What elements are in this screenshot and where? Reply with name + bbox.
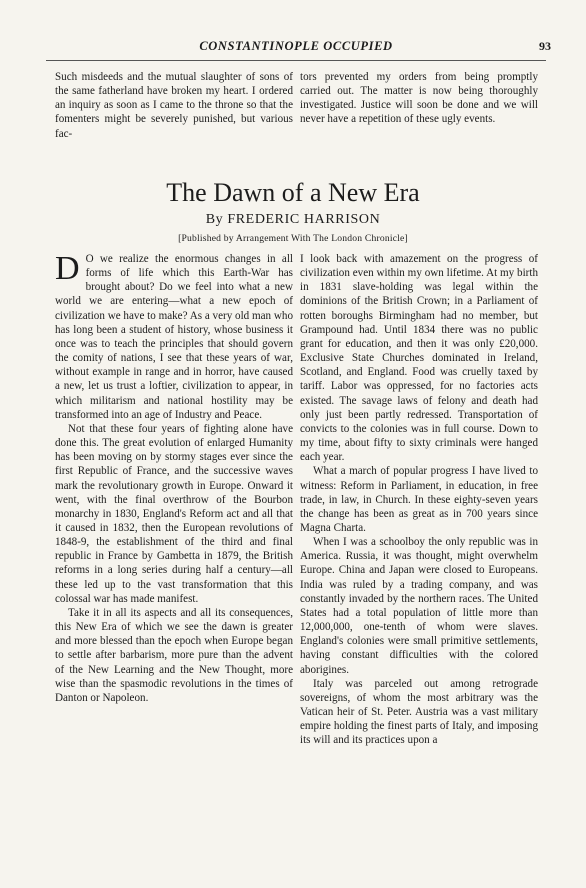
header-rule — [46, 60, 546, 61]
article-paragraph-text: O we realize the enormous changes in all forms of life which this Earth-War has brought about? Do we feel into what a new world we are entering—what a new epoch of civilization we have to make? As a very old man who has long been a student of history, whose business it once was to teach the principles that should govern the comity of nations, I see that these years of war, without example in range and in horror, have caused a new, let us trust a loftier, civilization to appear, in which militarism and national hostility may be transformed into an age of Industry and Peace. — [55, 253, 293, 421]
preceding-article-right-column — [300, 70, 538, 127]
article-paragraph: Italy was parceled out among retrograde sovereigns, of whom the most arbitrary was the Vatican heir of St. Peter. Austria was a vast military empire holding the finest parts of Italy, and imposing its will and its practices upon a — [300, 677, 538, 747]
article-byline: By FREDERIC HARRISON — [205, 212, 381, 227]
preceding-article-left-column — [55, 70, 293, 141]
article-left-column — [55, 252, 293, 705]
article-paragraph: Not that these four years of fighting alone have done this. The great evolution of enlarged Humanity has been moving on by stormy stages ever since the first Republic of France, and the successive waves mark the revolutionary growth in Europe. Onward it went, with the final overthrow of the Bourbon monarchy in 1830, England's Reform act and all that it caused in 1832, then the European revolutions of 1848-9, the establishment of the third and final republic in France by Gambetta in 1879, the British reforms in a long series during half a century—all these led up to the vast transformation that this colossal war has made manifest. — [55, 422, 293, 605]
page-number: 93 — [539, 39, 551, 53]
article-paragraph: What a march of popular progress I have lived to witness: Reform in Parliament, in education, in free trade, in law, in Church. In these eighty-seven years the change has been as great as in 700 years since Magna Charta. — [300, 465, 538, 534]
article-right-column — [300, 252, 538, 747]
article-title: The Dawn of a New Era — [166, 178, 420, 207]
article-paragraph — [55, 252, 293, 422]
drop-cap: D — [55, 250, 80, 287]
preceding-article-text-left: Such misdeeds and the mutual slaughter of sons of the same fatherland have broken my heart. I ordered an inquiry as soon as I came to the throne so that the fomenters might be severely punished, but various fac- — [55, 71, 293, 140]
running-header — [46, 39, 551, 59]
article-credit: [Published by Arrangement With The London Chronicle] — [178, 233, 408, 244]
article-paragraph: Take it in all its aspects and all its consequences, this New Era of which we see the dawn is greater and more blessed than the epoch when Europe began to settle after barbarism, more pure than the advent of the New Learning and the New Thought, more wise than the spasmodic revolutions in the times of Danton or Napoleon. — [55, 606, 293, 704]
preceding-article-text-right: tors prevented my orders from being promptly carried out. The matter is now being thoroughly investigated. Justice will soon be done and we will never have a repetition of these ugly events. — [300, 71, 538, 126]
running-title: CONSTANTINOPLE OCCUPIED — [199, 39, 393, 53]
article-paragraph: When I was a schoolboy the only republic was in America. Russia, it was thought, might overwhelm Europe. China and Japan were closed to Europeans. India was ruled by a trading company, and was constantly invaded by the northern races. The United States had a total population of little more than 12,000,000, one-tenth of whom were slaves. England's colonies were small primitive settlements, having constant difficulties with the colored aborigines. — [300, 536, 538, 676]
article-paragraph: I look back with amazement on the progress of civilization even within my own lifetime. At my birth in 1831 slave-holding was legal within the dominions of the British Crown; in a Parliament of rotten boroughs Birmingham had no member, but Grampound had. Until 1834 there was no public grant for education, and then it was only £20,000. Exclusive State Churches dominated in Ireland, Scotland, and England. Food was cruelly taxed by tariff. Labor was oppressed, for no factories acts existed. The savage laws of felony and death had only just been partly redressed. Transportation of convicts to the colonies was in full course. Down to my time, about fifty to sixty criminals were hanged each year. — [300, 253, 538, 464]
